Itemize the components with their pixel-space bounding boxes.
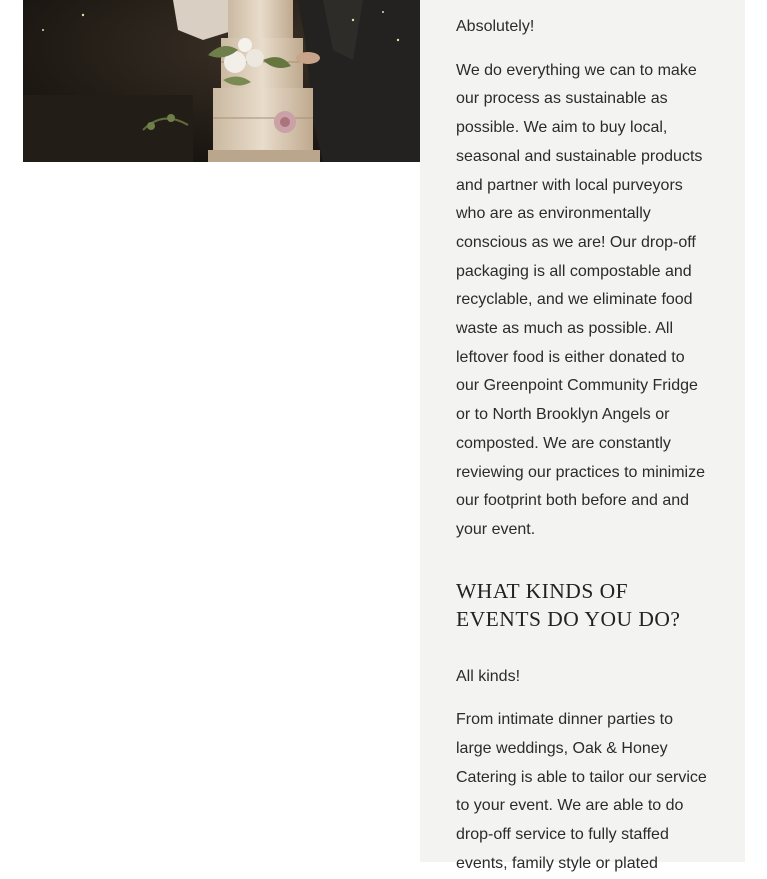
answer-short: Absolutely! — [456, 18, 535, 35]
faq-question-wrap — [456, 577, 712, 633]
faq-panel — [420, 0, 745, 872]
answer-detail: We do everything we can to make our process as sustainable as possible. We aim to buy local, seasonal and sustainable products and partner with local purveyors who are as environmentally conscious as we are! Our drop-off packaging is all compostable and recyclable, and we eliminate food waste as much as possible. All leftover food is either donated to our Greenpoint Community Fridge or to North Brooklyn Angels or composted. We are constantly reviewing our practices to minimize our footprint both before and and your event. — [456, 61, 705, 538]
faq-content — [456, 13, 712, 879]
wedding-cake-illustration — [23, 0, 420, 162]
faq-answer-events — [456, 663, 712, 879]
faq-answer-sustainability — [456, 13, 712, 545]
answer-detail: From intimate dinner parties to large weddings, Oak & Honey Catering is able to tailor our service to your event. We are able to do drop-off service to fully staffed events, family style or plated — [456, 711, 707, 872]
wedding-cake-photo — [23, 0, 420, 162]
faq-question-events: WHAT KINDS OF EVENTS DO YOU DO? — [456, 578, 681, 631]
answer-short: All kinds! — [456, 667, 521, 685]
